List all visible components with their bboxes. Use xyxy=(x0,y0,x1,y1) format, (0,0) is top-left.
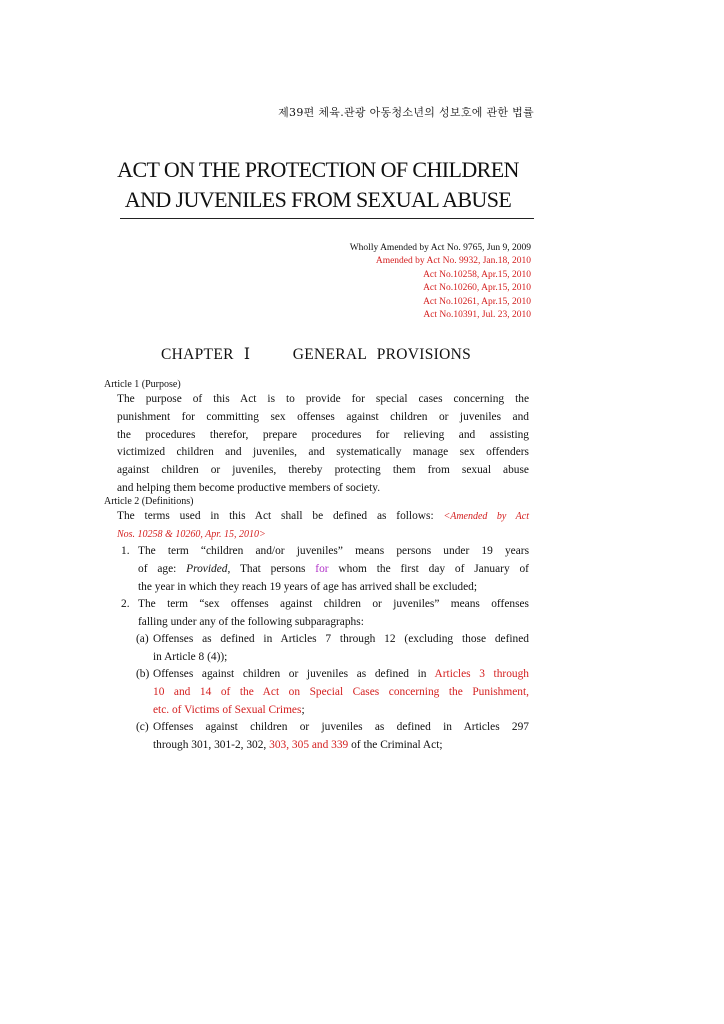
amended-text: 303, 305 and 339 xyxy=(269,738,349,751)
chapter-label: CHAPTER Ⅰ xyxy=(161,346,251,363)
subitem-body xyxy=(153,666,529,719)
subitem-number: (a) xyxy=(136,633,149,645)
subitem-a xyxy=(136,631,529,667)
running-header: 제39편 체육.관광 아동청소년의 성보호에 관한 법률 xyxy=(278,106,534,119)
item-text: of age: xyxy=(138,562,177,575)
amendment-line: Act No.10260, Apr.15, 2010 xyxy=(423,283,531,294)
act-title-line-1: ACT ON THE PROTECTION OF CHILDREN xyxy=(117,157,519,182)
subitem-line: in Article 8 (4)); xyxy=(153,650,228,663)
amendment-line: Amended by Act No. 9932, Jan.18, 2010 xyxy=(375,256,531,267)
subitem-line: Offenses against children or juveniles as defined in Articles 297 xyxy=(153,721,529,733)
item-line: The term “children and/or juveniles” means persons under 19 years xyxy=(138,545,529,557)
definition-item-1 xyxy=(121,543,529,597)
item-number: 1. xyxy=(121,545,130,557)
article-1-heading: Article 1 (Purpose) xyxy=(104,379,181,390)
definition-item-2 xyxy=(121,596,529,632)
amendment-note: Nos. 10258 & 10260, Apr. 15, 2010> xyxy=(117,528,266,540)
subitem-number: (c) xyxy=(136,721,149,733)
article-2-intro-line xyxy=(117,526,529,544)
subitem-c xyxy=(136,719,529,755)
article-2-intro-line xyxy=(117,508,529,526)
item-text: , That persons xyxy=(227,562,306,575)
article-1-line: The purpose of this Act is to provide for special cases concerning the xyxy=(117,393,529,405)
subitem-line: Offenses as defined in Articles 7 through 12 (excluding those defined xyxy=(153,633,529,645)
item-text-italic: Provided xyxy=(186,562,228,575)
subitem-b xyxy=(136,666,529,720)
item-line xyxy=(138,561,529,579)
amendment-history xyxy=(350,242,531,322)
item-body xyxy=(138,543,529,596)
subitem-text: through 301, 301-2, 302, xyxy=(153,738,267,751)
item-line: The term “sex offenses against children or juveniles” means offenses xyxy=(138,598,529,610)
subitem-body xyxy=(153,719,529,755)
item-text: whom the first day of January of xyxy=(338,562,529,575)
amendment-line: Wholly Amended by Act No. 9765, Jun 9, 2009 xyxy=(349,243,531,253)
amendment-line: Act No.10391, Jul. 23, 2010 xyxy=(423,310,531,321)
chapter-name: GENERAL PROVISIONS xyxy=(292,346,472,363)
subitem-line xyxy=(153,666,529,684)
subitem-text: Offenses against children or juveniles as defined in xyxy=(153,668,427,680)
highlighted-word: for xyxy=(315,562,329,575)
item-line: the year in which they reach 19 years of age has arrived shall be excluded; xyxy=(138,580,478,593)
article-2-heading: Article 2 (Definitions) xyxy=(104,496,194,507)
subitem-line xyxy=(153,737,529,755)
article-1-body xyxy=(117,391,529,498)
article-1-line: against children or juveniles, thereby protecting them from sexual abuse xyxy=(117,464,529,477)
act-title xyxy=(100,155,536,215)
amended-text: 10 and 14 of the Act on Special Cases concerning the Punishment, xyxy=(153,685,529,698)
chapter-heading xyxy=(161,345,471,364)
amendment-line: Act No.10258, Apr.15, 2010 xyxy=(423,269,531,280)
item-body xyxy=(138,596,529,632)
amended-text: etc. of Victims of Sexual Crimes xyxy=(153,703,302,716)
subitem-text: of the Criminal Act; xyxy=(351,738,443,751)
amended-text: Articles 3 through xyxy=(434,668,529,680)
title-divider xyxy=(120,218,534,219)
item-number: 2. xyxy=(121,598,130,610)
subitem-body xyxy=(153,631,529,667)
subitem-text: ; xyxy=(301,703,305,716)
article-2-intro-text: The terms used in this Act shall be defined as follows: xyxy=(117,510,434,522)
article-1-line: the procedures therefor, prepare procedures for relieving and assisting xyxy=(117,428,529,441)
article-1-line: punishment for committing sex offenses against children or juveniles and xyxy=(117,410,529,423)
act-title-line-2: AND JUVENILES FROM SEXUAL ABUSE xyxy=(124,187,512,212)
item-line: falling under any of the following subparagraphs: xyxy=(138,615,364,628)
article-2-intro xyxy=(117,508,529,544)
article-1-line: and helping them become productive members of society. xyxy=(117,481,381,494)
subitem-number: (b) xyxy=(136,668,150,680)
amendment-note: <Amended by Act xyxy=(443,511,529,522)
amendment-line: Act No.10261, Apr.15, 2010 xyxy=(423,296,531,307)
subitem-line xyxy=(153,702,529,720)
article-1-line: victimized children and juveniles, and systematically manage sex offenders xyxy=(117,446,529,459)
